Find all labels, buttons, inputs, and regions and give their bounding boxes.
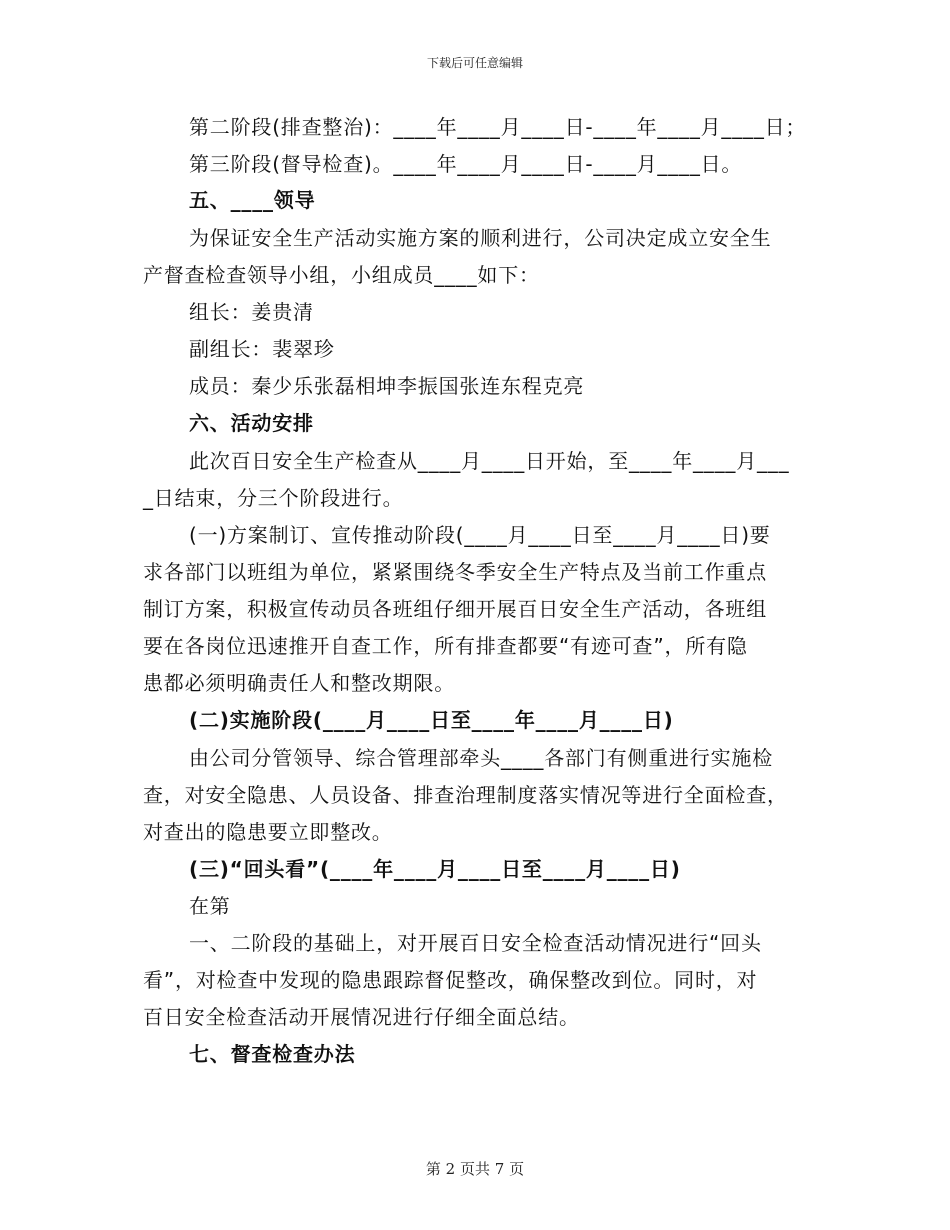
- paragraph-line: (一)方案制订、宣传推动阶段(____月____日至____月____日)要: [189, 523, 771, 547]
- subsection-heading: (二)实施阶段(____月____日至____年____月____日): [189, 708, 674, 732]
- paragraph-line: 制订方案，积极宣传动员各班组仔细开展百日安全生产活动，各班组: [143, 597, 767, 621]
- paragraph-line: 在第: [189, 894, 231, 918]
- paragraph-line: 对查出的隐患要立即整改。: [143, 820, 393, 844]
- page-header: 下载后可任意编辑: [426, 56, 523, 70]
- paragraph-line: 第三阶段(督导检查)。____年____月____日-____月____日。: [189, 152, 743, 176]
- paragraph-line: 看”，对检查中发现的隐患跟踪督促整改，确保整改到位。同时，对: [143, 968, 758, 992]
- paragraph-line: 查，对安全隐患、人员设备、排查治理制度落实情况等进行全面检查，: [143, 783, 788, 807]
- paragraph-line: 求各部门以班组为单位，紧紧围绕冬季安全生产特点及当前工作重点: [143, 560, 767, 584]
- paragraph-line: 成员：秦少乐张磊相坤李振国张连东程克亮: [189, 374, 585, 398]
- paragraph-line: 要在各岗位迅速推开自查工作，所有排查都要“有迹可查”，所有隐: [143, 634, 748, 658]
- paragraph-line: 此次百日安全生产检查从____月____日开始，至____年____月___: [189, 449, 790, 473]
- page-footer: 第 2 页共 7 页: [425, 1160, 525, 1178]
- paragraph-line: 组长：姜贵清: [189, 300, 314, 324]
- paragraph-line: 一、二阶段的基础上，对开展百日安全检查活动情况进行“回头: [189, 931, 762, 955]
- paragraph-line: 为保证安全生产活动实施方案的顺利进行，公司决定成立安全生: [189, 226, 772, 250]
- paragraph-line: 百日安全检查活动开展情况进行仔细全面总结。: [143, 1005, 580, 1029]
- paragraph-line: 产督查检查领导小组，小组成员____如下：: [143, 263, 540, 287]
- paragraph-line: 由公司分管领导、综合管理部牵头____各部门有侧重进行实施检: [189, 746, 773, 770]
- paragraph-line: 副组长：裴翠珍: [189, 337, 335, 361]
- subsection-heading: (三)“回头看”(____年____月____日至____月____日): [189, 857, 681, 881]
- paragraph-line: 第二阶段(排查整治)：____年____月____日-____年____月____日；: [189, 115, 807, 139]
- section-heading: 六、活动安排: [189, 411, 314, 435]
- section-heading: 七、督查检查办法: [189, 1042, 356, 1066]
- paragraph-line: _日结束，分三个阶段进行。: [143, 486, 404, 510]
- section-heading: 五、____领导: [189, 188, 316, 212]
- paragraph-line: 患都必须明确责任人和整改期限。: [143, 671, 455, 695]
